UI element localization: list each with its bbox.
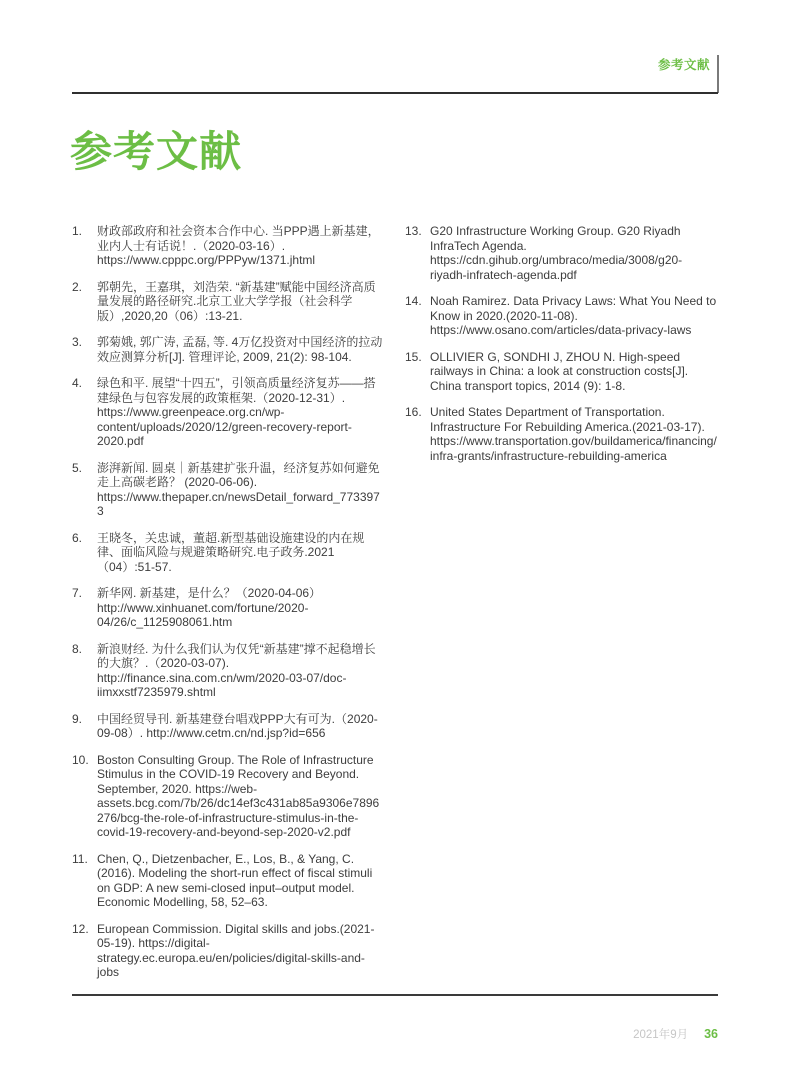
reference-text: European Commission. Digital skills and jobs.(2021-05-19). https://digital-strategy.ec.europa.eu/en/policies/digital-skills-and-jobs [97,921,375,979]
reference-number: 10. [72,752,89,767]
reference-text: 郭朝先，王嘉琪，刘浩荣. “新基建”赋能中国经济高质量发展的路径研究.北京工业大学学报（社会科学版）,2020,20（06）:13-21. [97,279,376,323]
reference-number: 11. [72,851,88,866]
reference-text: 绿色和平. 展望“十四五”，引领高质量经济复苏——搭建绿色与包容发展的政策框架.（2020-12-31）. https://www.greenpeace.org.cn/wp-content/uploads/2020/12/green-recovery-report-2020.pdf [97,376,376,448]
reference-number: 14. [405,294,422,308]
header-corner-rule-vertical [717,55,719,93]
reference-item [72,280,385,324]
reference-item [72,753,385,840]
footer-date: 2021年9月 [633,1029,689,1041]
reference-text: OLLIVIER G, SONDHI J, ZHOU N. High-speed railways in China: a look at construction costs[J]. China transport topics, 2014 (9): 1-8. [430,349,689,393]
reference-item [405,350,718,394]
reference-item [72,224,385,268]
reference-text: 新华网. 新基建，是什么？（2020-04-06）http://www.xinhuanet.com/fortune/2020-04/26/c_1125908061.htm [97,586,322,629]
reference-number: 7. [72,586,83,600]
reference-item [72,852,385,910]
reference-text: United States Department of Transportation. Infrastructure For Rebuilding America.(2021-03-17). https://www.transportation.gov/buildamerica/financing/infra-grants/infrastructure-rebuilding-america [430,405,717,463]
reference-item [72,531,385,575]
reference-text: Chen, Q., Dietzenbacher, E., Los, B., & Yang, C. (2016). Modeling the short-run effect of fiscal stimuli on GDP: A new semi-closed input–output model. Economic Modelling, 58, 52–63. [97,851,373,909]
reference-number: 4. [72,376,83,390]
reference-item [72,922,385,980]
reference-number: 8. [72,641,83,656]
references-column-left [72,224,385,992]
reference-item [72,642,385,700]
reference-text: 澎湃新闻. 圆桌｜新基建扩张升温，经济复苏如何避免走上高碳老路？ (2020-06-06). https://www.thepaper.cn/newsDetail_forward_7733973 [97,460,380,518]
header-rule [72,92,718,94]
reference-item [72,586,385,630]
reference-text: 新浪财经. 为什么我们认为仅凭“新基建”撑不起稳增长的大旗？.（2020-03-07). http://finance.sina.com.cn/wm/2020-03-07/doc-iimxxstf7235979.shtml [97,641,376,699]
reference-number: 5. [72,460,83,475]
reference-number: 16. [405,405,422,419]
reference-number: 3. [72,335,83,349]
reference-number: 12. [72,921,89,936]
reference-number: 2. [72,279,83,294]
reference-number: 9. [72,711,83,726]
reference-item [72,461,385,519]
reference-text: 财政部政府和社会资本合作中心. 当PPP遇上新基建，业内人士有话说！.（2020-03-16）. https://www.cpppc.org/PPPyw/1371.jhtml [97,224,380,267]
references-list [72,224,718,992]
reference-text: 王晓冬，关忠诚，董超.新型基础设施建设的内在规律、面临风险与规避策略研究.电子政务.2021（04）:51-57. [97,530,365,574]
reference-text: 中国经贸导刊. 新基建登台唱戏PPP大有可为.（2020-09-08）. http://www.cetm.cn/nd.jsp?id=656 [97,711,378,740]
reference-number: 6. [72,530,83,545]
reference-number: 15. [405,349,422,364]
references-column-right [405,224,718,992]
footer-page-number: 36 [704,1027,718,1041]
reference-item [405,294,718,338]
footer-rule [72,994,718,996]
reference-text: 郭菊娥, 郭广涛, 孟磊, 等. 4万亿投资对中国经济的拉动效应测算分析[J]. 管理评论, 2009, 21(2): 98-104. [97,335,383,364]
reference-item [405,224,718,282]
reference-text: Noah Ramirez. Data Privacy Laws: What You Need to Know in 2020.(2020-11-08). https://www.osano.com/articles/data-privacy-laws [430,294,717,337]
reference-item [72,712,385,741]
page-title: 参考文献 [70,128,243,175]
running-header-label: 参考文献 [657,58,710,72]
reference-item [72,376,385,449]
footer [633,1026,718,1042]
reference-text: Boston Consulting Group. The Role of Infrastructure Stimulus in the COVID-19 Recovery and Beyond. September, 2020. https://web-assets.bcg.com/7b/26/dc14ef3c431ab85a9306e7896276/bcg-the-role-of-infrastructure-stimulus-in-the-covid-19-recovery-and-beyond-sep-2020-v2.pdf [97,752,380,839]
reference-text: G20 Infrastructure Working Group. G20 Riyadh InfraTech Agenda. https://cdn.gihub.org/umbraco/media/3008/g20-riyadh-infratech-agenda.pdf [430,224,683,282]
reference-number: 1. [72,224,83,238]
reference-item [405,405,718,463]
reference-number: 13. [405,224,422,238]
reference-item [72,335,385,364]
